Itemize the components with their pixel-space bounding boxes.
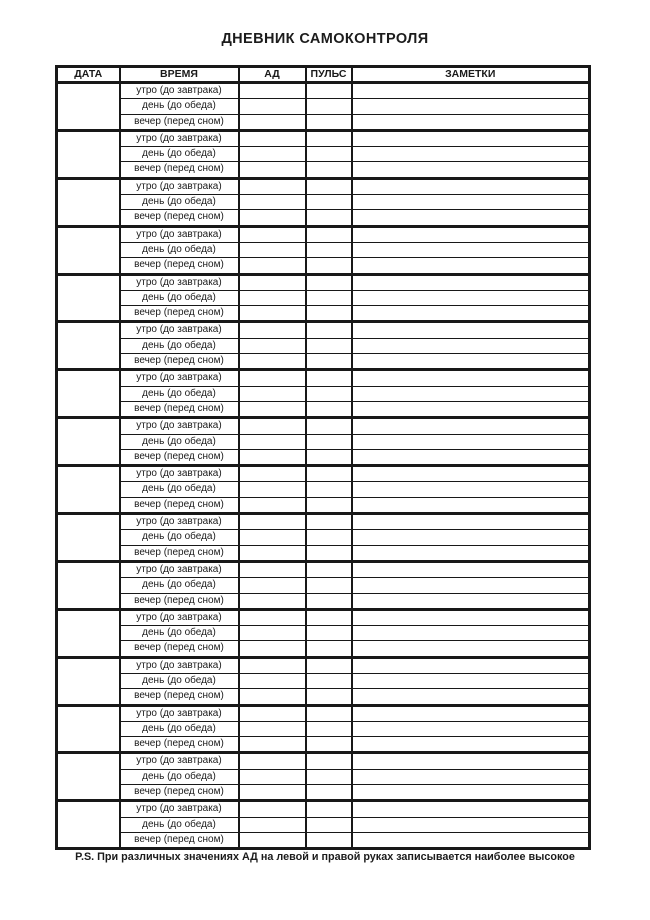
- ad-cell: [239, 147, 306, 162]
- notes-cell: [352, 322, 590, 338]
- pulse-cell: [306, 721, 352, 736]
- ad-cell: [239, 466, 306, 482]
- ad-cell: [239, 226, 306, 242]
- column-header-date: ДАТА: [57, 67, 120, 83]
- time-of-day-label: утро (до завтрака): [120, 514, 239, 530]
- ad-cell: [239, 785, 306, 801]
- entry-row: [57, 689, 590, 705]
- notes-cell: [352, 753, 590, 769]
- time-of-day-label: день (до обеда): [120, 290, 239, 305]
- time-of-day-label: утро (до завтрака): [120, 322, 239, 338]
- notes-cell: [352, 593, 590, 609]
- time-of-day-label: день (до обеда): [120, 242, 239, 257]
- date-cell: [57, 705, 120, 753]
- entry-row: [57, 99, 590, 114]
- entry-row: [57, 322, 590, 338]
- notes-cell: [352, 258, 590, 274]
- pulse-cell: [306, 561, 352, 577]
- pulse-cell: [306, 609, 352, 625]
- time-of-day-label: утро (до завтрака): [120, 370, 239, 386]
- entry-row: [57, 306, 590, 322]
- date-cell: [57, 322, 120, 370]
- date-cell: [57, 130, 120, 178]
- entry-row: [57, 641, 590, 657]
- entry-row: [57, 210, 590, 226]
- notes-cell: [352, 274, 590, 290]
- time-of-day-label: вечер (перед сном): [120, 306, 239, 322]
- ad-cell: [239, 354, 306, 370]
- date-cell: [57, 561, 120, 609]
- entry-row: [57, 482, 590, 497]
- ad-cell: [239, 673, 306, 688]
- ad-cell: [239, 657, 306, 673]
- notes-cell: [352, 290, 590, 305]
- pulse-cell: [306, 705, 352, 721]
- notes-cell: [352, 338, 590, 353]
- time-of-day-label: вечер (перед сном): [120, 593, 239, 609]
- entry-row: [57, 673, 590, 688]
- entry-row: [57, 449, 590, 465]
- ad-cell: [239, 705, 306, 721]
- time-of-day-label: день (до обеда): [120, 721, 239, 736]
- entry-row: [57, 338, 590, 353]
- notes-cell: [352, 497, 590, 513]
- entry-row: [57, 721, 590, 736]
- ad-cell: [239, 401, 306, 417]
- ad-cell: [239, 482, 306, 497]
- notes-cell: [352, 657, 590, 673]
- time-of-day-label: день (до обеда): [120, 817, 239, 832]
- time-of-day-label: день (до обеда): [120, 338, 239, 353]
- date-cell: [57, 274, 120, 322]
- notes-cell: [352, 147, 590, 162]
- time-of-day-label: день (до обеда): [120, 434, 239, 449]
- ad-cell: [239, 258, 306, 274]
- header-row: [57, 67, 590, 83]
- notes-cell: [352, 832, 590, 848]
- time-of-day-label: вечер (перед сном): [120, 832, 239, 848]
- pulse-cell: [306, 673, 352, 688]
- pulse-cell: [306, 418, 352, 434]
- time-of-day-label: утро (до завтрака): [120, 226, 239, 242]
- pulse-cell: [306, 354, 352, 370]
- notes-cell: [352, 721, 590, 736]
- notes-cell: [352, 354, 590, 370]
- ad-cell: [239, 801, 306, 817]
- notes-cell: [352, 466, 590, 482]
- time-of-day-label: день (до обеда): [120, 386, 239, 401]
- ad-cell: [239, 162, 306, 178]
- pulse-cell: [306, 434, 352, 449]
- entry-row: [57, 466, 590, 482]
- date-cell: [57, 226, 120, 274]
- pulse-cell: [306, 178, 352, 194]
- notes-cell: [352, 482, 590, 497]
- notes-cell: [352, 817, 590, 832]
- ad-cell: [239, 609, 306, 625]
- ad-cell: [239, 514, 306, 530]
- time-of-day-label: утро (до завтрака): [120, 657, 239, 673]
- pulse-cell: [306, 514, 352, 530]
- time-of-day-label: вечер (перед сном): [120, 162, 239, 178]
- pulse-cell: [306, 466, 352, 482]
- pulse-cell: [306, 147, 352, 162]
- notes-cell: [352, 370, 590, 386]
- notes-cell: [352, 689, 590, 705]
- time-of-day-label: утро (до завтрака): [120, 753, 239, 769]
- ad-cell: [239, 338, 306, 353]
- entry-row: [57, 593, 590, 609]
- column-header-time: ВРЕМЯ: [120, 67, 239, 83]
- time-of-day-label: день (до обеда): [120, 673, 239, 688]
- notes-cell: [352, 514, 590, 530]
- ad-cell: [239, 545, 306, 561]
- time-of-day-label: утро (до завтрака): [120, 466, 239, 482]
- notes-cell: [352, 114, 590, 130]
- entry-row: [57, 290, 590, 305]
- pulse-cell: [306, 226, 352, 242]
- entry-row: [57, 130, 590, 146]
- time-of-day-label: день (до обеда): [120, 99, 239, 114]
- entry-row: [57, 386, 590, 401]
- entry-row: [57, 226, 590, 242]
- time-of-day-label: день (до обеда): [120, 769, 239, 784]
- date-cell: [57, 609, 120, 657]
- pulse-cell: [306, 530, 352, 545]
- ad-cell: [239, 721, 306, 736]
- entry-row: [57, 418, 590, 434]
- pulse-cell: [306, 322, 352, 338]
- entry-row: [57, 370, 590, 386]
- entry-row: [57, 705, 590, 721]
- pulse-cell: [306, 497, 352, 513]
- notes-cell: [352, 242, 590, 257]
- pulse-cell: [306, 130, 352, 146]
- pulse-cell: [306, 258, 352, 274]
- pulse-cell: [306, 162, 352, 178]
- entry-row: [57, 609, 590, 625]
- date-cell: [57, 466, 120, 514]
- ad-cell: [239, 641, 306, 657]
- ad-cell: [239, 274, 306, 290]
- pulse-cell: [306, 657, 352, 673]
- column-header-notes: ЗАМЕТКИ: [352, 67, 590, 83]
- ad-cell: [239, 195, 306, 210]
- pulse-cell: [306, 306, 352, 322]
- pulse-cell: [306, 242, 352, 257]
- entry-row: [57, 162, 590, 178]
- notes-cell: [352, 178, 590, 194]
- date-cell: [57, 178, 120, 226]
- notes-cell: [352, 449, 590, 465]
- entry-row: [57, 530, 590, 545]
- pulse-cell: [306, 83, 352, 99]
- pulse-cell: [306, 769, 352, 784]
- entry-row: [57, 147, 590, 162]
- pulse-cell: [306, 114, 352, 130]
- footnote-text: P.S. При различных значениях АД на левой и правой руках записывается наиболее высокое: [75, 851, 575, 863]
- entry-row: [57, 769, 590, 784]
- ad-cell: [239, 178, 306, 194]
- entry-row: [57, 401, 590, 417]
- pulse-cell: [306, 386, 352, 401]
- entry-row: [57, 195, 590, 210]
- time-of-day-label: день (до обеда): [120, 626, 239, 641]
- notes-cell: [352, 226, 590, 242]
- entry-row: [57, 114, 590, 130]
- notes-cell: [352, 306, 590, 322]
- pulse-cell: [306, 482, 352, 497]
- ad-cell: [239, 99, 306, 114]
- ad-cell: [239, 753, 306, 769]
- pulse-cell: [306, 689, 352, 705]
- time-of-day-label: утро (до завтрака): [120, 561, 239, 577]
- notes-cell: [352, 195, 590, 210]
- date-cell: [57, 418, 120, 466]
- time-of-day-label: вечер (перед сном): [120, 497, 239, 513]
- ad-cell: [239, 83, 306, 99]
- time-of-day-label: вечер (перед сном): [120, 785, 239, 801]
- entry-row: [57, 354, 590, 370]
- notes-cell: [352, 609, 590, 625]
- entry-row: [57, 545, 590, 561]
- pulse-cell: [306, 817, 352, 832]
- ad-cell: [239, 689, 306, 705]
- entry-row: [57, 497, 590, 513]
- ad-cell: [239, 210, 306, 226]
- entry-row: [57, 657, 590, 673]
- time-of-day-label: вечер (перед сном): [120, 258, 239, 274]
- entry-row: [57, 817, 590, 832]
- entry-row: [57, 578, 590, 593]
- notes-cell: [352, 83, 590, 99]
- entry-row: [57, 83, 590, 99]
- ad-cell: [239, 306, 306, 322]
- pulse-cell: [306, 593, 352, 609]
- ad-cell: [239, 386, 306, 401]
- ad-cell: [239, 626, 306, 641]
- ad-cell: [239, 593, 306, 609]
- notes-cell: [352, 801, 590, 817]
- notes-cell: [352, 99, 590, 114]
- ad-cell: [239, 449, 306, 465]
- time-of-day-label: день (до обеда): [120, 482, 239, 497]
- notes-cell: [352, 386, 590, 401]
- entry-row: [57, 737, 590, 753]
- time-of-day-label: утро (до завтрака): [120, 274, 239, 290]
- time-of-day-label: вечер (перед сном): [120, 545, 239, 561]
- entry-row: [57, 626, 590, 641]
- notes-cell: [352, 530, 590, 545]
- entry-row: [57, 242, 590, 257]
- date-cell: [57, 801, 120, 849]
- time-of-day-label: утро (до завтрака): [120, 418, 239, 434]
- pulse-cell: [306, 274, 352, 290]
- pulse-cell: [306, 401, 352, 417]
- ad-cell: [239, 370, 306, 386]
- pulse-cell: [306, 195, 352, 210]
- pulse-cell: [306, 641, 352, 657]
- time-of-day-label: вечер (перед сном): [120, 401, 239, 417]
- ad-cell: [239, 832, 306, 848]
- ad-cell: [239, 130, 306, 146]
- time-of-day-label: утро (до завтрака): [120, 83, 239, 99]
- entry-row: [57, 274, 590, 290]
- pulse-cell: [306, 785, 352, 801]
- notes-cell: [352, 545, 590, 561]
- time-of-day-label: вечер (перед сном): [120, 114, 239, 130]
- pulse-cell: [306, 578, 352, 593]
- column-header-ad: АД: [239, 67, 306, 83]
- pulse-cell: [306, 801, 352, 817]
- entry-row: [57, 178, 590, 194]
- time-of-day-label: вечер (перед сном): [120, 641, 239, 657]
- notes-cell: [352, 737, 590, 753]
- ad-cell: [239, 530, 306, 545]
- notes-cell: [352, 705, 590, 721]
- pulse-cell: [306, 545, 352, 561]
- pulse-cell: [306, 370, 352, 386]
- ad-cell: [239, 561, 306, 577]
- time-of-day-label: утро (до завтрака): [120, 130, 239, 146]
- notes-cell: [352, 418, 590, 434]
- ad-cell: [239, 737, 306, 753]
- ad-cell: [239, 242, 306, 257]
- notes-cell: [352, 401, 590, 417]
- time-of-day-label: вечер (перед сном): [120, 689, 239, 705]
- time-of-day-label: утро (до завтрака): [120, 178, 239, 194]
- entry-row: [57, 258, 590, 274]
- pulse-cell: [306, 626, 352, 641]
- notes-cell: [352, 785, 590, 801]
- time-of-day-label: день (до обеда): [120, 195, 239, 210]
- ad-cell: [239, 290, 306, 305]
- date-cell: [57, 514, 120, 562]
- time-of-day-label: утро (до завтрака): [120, 705, 239, 721]
- time-of-day-label: день (до обеда): [120, 147, 239, 162]
- time-of-day-label: утро (до завтрака): [120, 801, 239, 817]
- page-title: ДНЕВНИК САМОКОНТРОЛЯ: [221, 31, 429, 47]
- pulse-cell: [306, 449, 352, 465]
- ad-cell: [239, 434, 306, 449]
- entry-row: [57, 832, 590, 848]
- notes-cell: [352, 626, 590, 641]
- time-of-day-label: вечер (перед сном): [120, 449, 239, 465]
- self-monitoring-table: [55, 65, 591, 850]
- notes-cell: [352, 130, 590, 146]
- time-of-day-label: утро (до завтрака): [120, 609, 239, 625]
- notes-cell: [352, 434, 590, 449]
- notes-cell: [352, 561, 590, 577]
- time-of-day-label: вечер (перед сном): [120, 737, 239, 753]
- ad-cell: [239, 769, 306, 784]
- pulse-cell: [306, 737, 352, 753]
- date-cell: [57, 83, 120, 131]
- pulse-cell: [306, 99, 352, 114]
- notes-cell: [352, 210, 590, 226]
- ad-cell: [239, 114, 306, 130]
- ad-cell: [239, 322, 306, 338]
- notes-cell: [352, 162, 590, 178]
- pulse-cell: [306, 210, 352, 226]
- time-of-day-label: день (до обеда): [120, 578, 239, 593]
- entry-row: [57, 561, 590, 577]
- notes-cell: [352, 673, 590, 688]
- entry-row: [57, 801, 590, 817]
- time-of-day-label: вечер (перед сном): [120, 210, 239, 226]
- notes-cell: [352, 641, 590, 657]
- column-header-pulse: ПУЛЬС: [306, 67, 352, 83]
- notes-cell: [352, 578, 590, 593]
- entry-row: [57, 514, 590, 530]
- entry-row: [57, 785, 590, 801]
- time-of-day-label: день (до обеда): [120, 530, 239, 545]
- date-cell: [57, 657, 120, 705]
- pulse-cell: [306, 753, 352, 769]
- date-cell: [57, 370, 120, 418]
- entry-row: [57, 753, 590, 769]
- date-cell: [57, 753, 120, 801]
- ad-cell: [239, 817, 306, 832]
- pulse-cell: [306, 290, 352, 305]
- pulse-cell: [306, 338, 352, 353]
- ad-cell: [239, 418, 306, 434]
- time-of-day-label: вечер (перед сном): [120, 354, 239, 370]
- notes-cell: [352, 769, 590, 784]
- entry-row: [57, 434, 590, 449]
- ad-cell: [239, 497, 306, 513]
- ad-cell: [239, 578, 306, 593]
- pulse-cell: [306, 832, 352, 848]
